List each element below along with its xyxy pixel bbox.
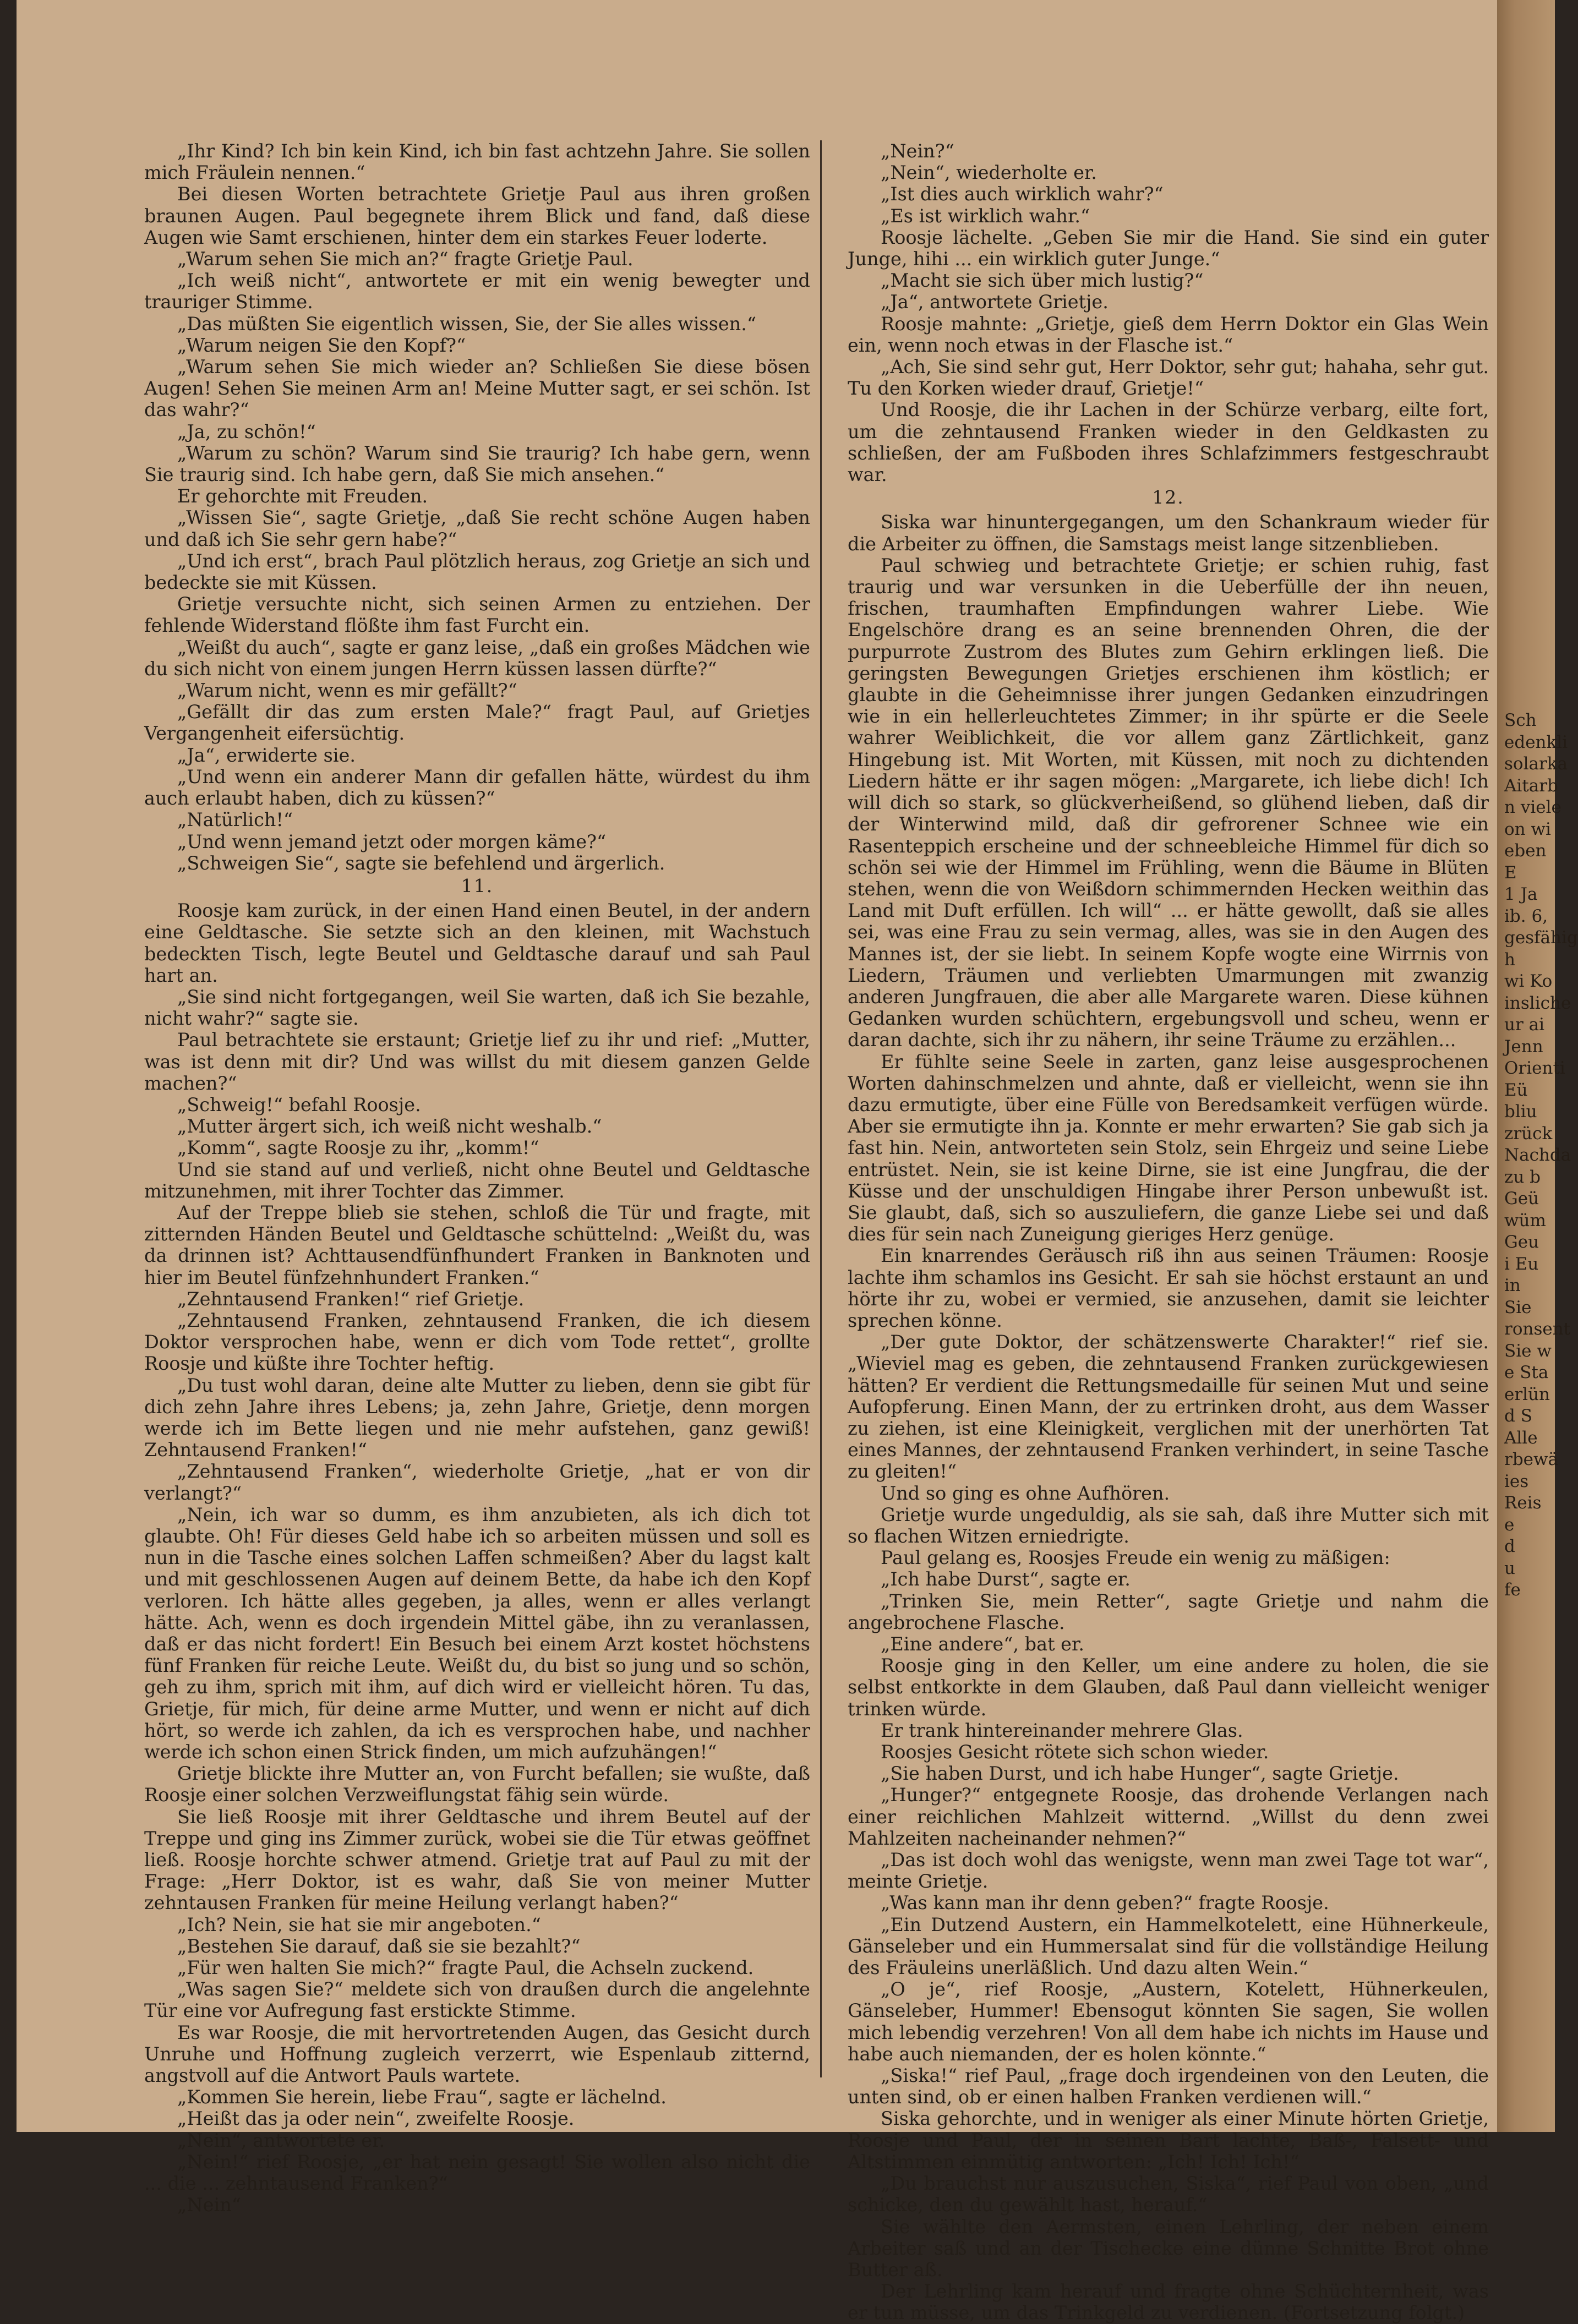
fragment-line: bliu — [1504, 1102, 1537, 1122]
paragraph: „Was kann man ihr denn geben?“ fragte Roosje. — [881, 1892, 1329, 1914]
paragraph: „Ja“, antwortete Grietje. — [881, 291, 1109, 313]
fragment-line: Nachda — [1504, 1145, 1571, 1165]
fragment-line: Eü — [1504, 1080, 1528, 1100]
paragraph: Roosje mahnte: „Grietje, gieß dem Herrn Doktor ein Glas Wein ein, wenn noch etwas in der Flasche ist.“ — [848, 313, 1489, 356]
adjacent-page-fragments — [1504, 710, 1578, 1601]
fragment-line: wüm — [1504, 1210, 1546, 1231]
paragraph: Er trank hintereinander mehrere Glas. — [881, 1719, 1243, 1741]
paragraph: „Kommen Sie herein, liebe Frau“, sagte er lächelnd. — [177, 2086, 667, 2108]
paragraph: „Du tust wohl daran, deine alte Mutter zu lieben, denn sie gibt für dich zehn Jahre ihres Lebens; ja, zehn Jahre, Grietje, denn morgen werde ich im Bette liegen und nie mehr aufstehen, ganz gewiß! Zehntausend Franken!“ — [144, 1374, 810, 1461]
paragraph: Auf der Treppe blieb sie stehen, schloß die Tür und fragte, mit zitternden Händen Beutel und Geldtasche schüttelnd: „Weißt du, was da drinnen ist? Achttausendfünfhundert Franken in Banknoten und hier im Beutel fünfzehnhundert Franken.“ — [144, 1201, 810, 1288]
section-number-11: 11. — [461, 874, 494, 896]
paragraph: „Schweigen Sie“, sagte sie befehlend und ärgerlich. — [177, 852, 665, 874]
paragraph: „Und wenn jemand jetzt oder morgen käme?“ — [177, 830, 607, 852]
fragment-line: d — [1504, 1536, 1515, 1556]
paragraph: „Und wenn ein anderer Mann dir gefallen hätte, würdest du ihm auch erlaubt haben, dich zu küssen?“ — [144, 765, 810, 810]
paragraph: „Ja“, erwiderte sie. — [177, 744, 356, 766]
paragraph: Und sie stand auf und verließ, nicht ohne Beutel und Geldtasche mitzunehmen, mit ihrer Tochter das Zimmer. — [144, 1158, 810, 1202]
paragraph: Grietje wurde ungeduldig, als sie sah, daß ihre Mutter sich mit so flachen Witzen erniedrigte. — [848, 1503, 1489, 1547]
paragraph: „O je“, rief Roosje, „Austern, Kotelett, Hühnerkeulen, Gänseleber, Hummer! Ebensogut könnten Sie sagen, Sie wollen mich lebendig verzehren! Von all dem habe ich nichts im Hause und habe auch niemanden, der es holen könnte.“ — [848, 1978, 1489, 2065]
fragment-line: Aitarb — [1504, 775, 1558, 796]
left-paragraphs-after — [144, 900, 810, 2216]
fragment-line: h — [1504, 949, 1515, 970]
fragment-line: erlün — [1504, 1384, 1550, 1404]
paragraph: „Ja, zu schön!“ — [177, 420, 316, 442]
paragraph: Er gehorchte mit Freuden. — [177, 485, 428, 507]
paragraph: „Nein?“ — [881, 140, 954, 162]
fragment-line: wi Ko — [1504, 971, 1553, 991]
fragment-line: ur ai — [1504, 1015, 1545, 1035]
paragraph: „Ist dies auch wirklich wahr?“ — [881, 183, 1164, 205]
section-number-12: 12. — [1152, 486, 1184, 508]
paragraph: „Sie haben Durst, und ich habe Hunger“, sagte Grietje. — [881, 1763, 1399, 1785]
fragment-line: e Sta — [1504, 1363, 1549, 1382]
paragraph: „Macht sie sich über mich lustig?“ — [881, 270, 1204, 292]
paragraph: „Eine andere“, bat er. — [881, 1633, 1084, 1655]
paragraph: „Du brauchst nur auszusuchen, Siska“, rief Paul von oben, „und schicke, den du gewählt hast, herauf.“ — [848, 2173, 1489, 2216]
paragraph: Grietje blickte ihre Mutter an, von Furcht befallen; sie wußte, daß Roosje einer solchen Verzweiflungstat fähig sein würde. — [144, 1763, 810, 1806]
paragraph: Grietje versuchte nicht, sich seinen Armen zu entziehen. Der fehlende Widerstand flößte ihm fast Furcht ein. — [144, 593, 810, 637]
paragraph: „Sie sind nicht fortgegangen, weil Sie warten, daß ich Sie bezahle, nicht wahr?“ sagte sie. — [144, 986, 810, 1030]
paragraph: „Trinken Sie, mein Retter“, sagte Grietje und nahm die angebrochene Flasche. — [848, 1590, 1489, 1633]
paragraph: „Warum neigen Sie den Kopf?“ — [177, 334, 466, 356]
paragraph: „Und ich erst“, brach Paul plötzlich heraus, zog Grietje an sich und bedeckte sie mit Küssen. — [144, 550, 810, 594]
paragraph: „Hunger?“ entgegnete Roosje, das drohende Verlangen nach einer reichlichen Mahlzeit witternd. „Willst du denn zwei Mahlzeiten nacheinander nehmen?“ — [848, 1784, 1489, 1849]
paragraph: „Warum zu schön? Warum sind Sie traurig? Ich habe gern, wenn Sie traurig sind. Ich habe gern, daß Sie mich ansehen.“ — [144, 442, 810, 486]
left-column — [144, 140, 810, 2216]
paragraph: „Ihr Kind? Ich bin kein Kind, ich bin fast achtzehn Jahre. Sie sollen mich Fräulein nennen.“ — [144, 140, 810, 184]
paragraph: „Zehntausend Franken!“ rief Grietje. — [177, 1288, 525, 1310]
fragment-line: gesfähig — [1504, 928, 1578, 948]
paragraph: „Nein“, antwortete er. — [177, 2129, 385, 2151]
paragraph: „Nein“, wiederholte er. — [881, 162, 1097, 184]
paragraph: Siska war hinuntergegangen, um den Schankraum wieder für die Arbeiter zu öffnen, die Samstags meist lange sitzenblieben. — [848, 511, 1489, 555]
fragment-line: rbewä — [1504, 1450, 1559, 1469]
fragment-line: Sie — [1504, 1297, 1532, 1317]
fragment-line: ib. 6, — [1504, 906, 1548, 926]
paragraph: „Das ist doch wohl das wenigste, wenn man zwei Tage tot war“, meinte Grietje. — [848, 1849, 1489, 1893]
fragment-line: edenkli — [1504, 732, 1568, 752]
column-divider — [820, 140, 822, 2077]
fragment-line: 1 Ja — [1504, 884, 1538, 904]
paragraph: „Ich? Nein, sie hat sie mir angeboten.“ — [177, 1913, 541, 1935]
paragraph: Roosjes Gesicht rötete sich schon wieder. — [881, 1741, 1269, 1763]
fragment-line: fe — [1504, 1580, 1521, 1600]
paragraph: „Schweig!“ befahl Roosje. — [177, 1093, 421, 1115]
fragment-line: Alle — [1504, 1428, 1538, 1448]
fragment-line: e — [1504, 1514, 1515, 1535]
fragment-line: E — [1504, 862, 1517, 883]
right-paragraphs-after — [848, 511, 1489, 2323]
paragraph: „Es ist wirklich wahr.“ — [881, 205, 1090, 227]
paragraph: Der Lehrling kam herauf und fragte ohne Schüchternheit, was er tun müsse, um das Trinkgeld zu verdienen. (Fortsetzung folgt.) — [848, 2281, 1489, 2324]
paragraph: Sie wählte den Aermsten, einen Lehrling, der neben einem Arbeiter saß und an der Tischecke eine dünne Schnitte Brot ohne Butter aß. — [848, 2216, 1489, 2281]
fragment-line: ronsent — [1504, 1319, 1571, 1339]
right-column — [848, 140, 1489, 2324]
paragraph: Ein knarrendes Geräusch riß ihn aus seinen Träumen: Roosje lachte ihm schamlos ins Gesicht. Er sah sie höchst erstaunt an und hörte ihr zu, wobei er vermied, sie anzusehen, damit sie leichter sprechen könne. — [848, 1245, 1489, 1331]
paragraph: „Der gute Doktor, der schätzenswerte Charakter!“ rief sie. „Wieviel mag es geben, die zehntausend Franken zurückgewiesen hätten? Er verdient die Rettungsmedaille für seinen Mut und seine Aufopferung. Einen Mann, der zu ertrinken droht, aus dem Wasser zu ziehen, ist eine Kleinigkeit, verglichen mit der unerhörten Tat eines Mannes, der zehntausend Franken verhindert, in seine Tasche zu gleiten!“ — [848, 1331, 1489, 1483]
fragment-line: zrück — [1504, 1123, 1553, 1144]
paragraph: „Heißt das ja oder nein“, zweifelte Roosje. — [177, 2108, 575, 2130]
fragment-line: zu b — [1504, 1167, 1541, 1187]
paragraph: „Siska!“ rief Paul, „frage doch irgendeinen von den Leuten, die unten sind, ob er einen halben Franken verdienen will.“ — [848, 2065, 1489, 2108]
paragraph: Paul gelang es, Roosjes Freude ein wenig zu mäßigen: — [881, 1547, 1390, 1569]
fragment-line: i Eu — [1504, 1254, 1539, 1274]
paragraph: Bei diesen Worten betrachtete Grietje Paul aus ihren großen braunen Augen. Paul begegnete ihrem Blick und fand, daß diese Augen wie Samt erschienen, hinter dem ein starkes Feuer loderte. — [144, 183, 810, 248]
fragment-line: Geü — [1504, 1189, 1539, 1209]
fragment-line: Sie w — [1504, 1341, 1552, 1361]
paragraph: „Ich weiß nicht“, antwortete er mit ein wenig bewegter und trauriger Stimme. — [144, 270, 810, 313]
paragraph: Er fühlte seine Seele in zarten, ganz leise ausgesprochenen Worten dahinschmelzen und ahnte, daß er vielleicht, wenn sie ihn dazu ermutigte, über eine Fülle von Beredsamkeit verfügen würde. Aber sie ermutigte ihn ja. Konnte er mehr erwarten? Sie gab sich ja fast hin. Nein, antworteten sein Stolz, sein Ehrgeiz und seine Liebe entrüstet. Nein, sie ist keine Dirne, sie ist eine Jungfrau, die der Küsse und der unschuldigen Hingabe ihrer Person unbewußt ist. Sie glaubt, daß, sich so auszuliefern, die ganze Liebe sei und daß dies für sein nach Zuneigung gieriges Herz genüge. — [848, 1051, 1489, 1245]
paragraph: „Warum nicht, wenn es mir gefällt?“ — [177, 680, 517, 702]
fragment-line: eben — [1504, 841, 1547, 861]
paragraph: „Ich habe Durst“, sagte er. — [881, 1568, 1131, 1590]
paragraph: „Mutter ärgert sich, ich weiß nicht weshalb.“ — [177, 1115, 602, 1138]
paragraph: „Ach, Sie sind sehr gut, Herr Doktor, sehr gut; hahaha, sehr gut. Tu den Korken wieder drauf, Grietje!“ — [848, 356, 1489, 400]
paragraph: Sie ließ Roosje mit ihrer Geldtasche und ihrem Beutel auf der Treppe und ging ins Zimmer zurück, wobei sie die Tür etwas geöffnet ließ. Roosje horchte schwer atmend. Grietje trat auf Paul zu mit der Frage: „Herr Doktor, ist es wahr, daß Sie von meiner Mutter zehntausen Franken für meine Heilung verlangt haben?“ — [144, 1806, 810, 1914]
fragment-line: on wi — [1504, 819, 1551, 839]
paragraph: „Zehntausend Franken, zehntausend Franken, die ich diesem Doktor versprochen habe, wenn er dich vom Tode rettet“, grollte Roosje und küßte ihre Tochter heftig. — [144, 1309, 810, 1375]
paragraph: Roosje kam zurück, in der einen Hand einen Beutel, in der andern eine Geldtasche. Sie setzte sich an den kleinen, mit Wachstuch bedeckten Tisch, legte Beutel und Geldtasche darauf und sah Paul hart an. — [144, 900, 810, 986]
right-paragraphs-before — [848, 140, 1489, 485]
fragment-line: Orienti — [1504, 1058, 1565, 1078]
paragraph: „Ein Dutzend Austern, ein Hammelkotelett, eine Hühnerkeule, Gänseleber und ein Hummersalat sind für die vollständige Heilung des Fräuleins unerläßlich. Und dazu alten Wein.“ — [848, 1913, 1489, 1979]
paragraph: „Zehntausend Franken“, wiederholte Grietje, „hat er von dir verlangt?“ — [144, 1461, 810, 1504]
paragraph: Und Roosje, die ihr Lachen in der Schürze verbarg, eilte fort, um die zehntausend Franken wieder in den Geldkasten zu schließen, der am Fußboden ihres Schlafzimmers festgeschraubt war. — [848, 399, 1489, 486]
paragraph: Paul schwieg und betrachtete Grietje; er schien ruhig, fast traurig und war versunken in die Ueberfülle der ihn neuen, frischen, traumhaften Empfindungen wahrer Liebe. Wie Engelschöre drang es an seine brennenden Ohren, die der purpurrote Zustrom des Blutes zum Gehirn erklingen ließ. Die geringsten Bewegungen Grietjes erschienen ihm köstlich; er glaubte in die Geheimnisse ihrer jungen Gedanken einzudringen wie in ein hellerleuchtetes Zimmer; in ihr spürte er die Seele wahrer Weiblichkeit, die vor allem ganz Zärtlichkeit, ganz Hingebung ist. Mit Worten, mit Küssen, mit noch zu dichtenden Liedern hätte er ihr sagen mögen: „Margarete, ich liebe dich! Ich will dich so stark, so glückverheißend, so glühend lieben, daß dir der Winterwind mild, daß dir gefrorener Schnee wie ein Rasenteppich erscheine und der schneebleiche Himmel für dich so schön sei wie der Himmel im Frühling, wenn die Bäume in Blüten stehen, wenn die von Weißdorn schimmernden Hecken weithin das Land mit Duft erfüllen. Ich will“ ... er hätte gewollt, daß sie alles sei, was eine Frau zu sein vermag, alles, was sie in den Augen des Mannes ist, der sie liebt. In seinem Kopfe wogte eine Wirrnis von Liedern, Träumen und verliebten Umarmungen mit zwanzig anderen Jungfrauen, die aber alle Margarete waren. Diese kühnen Gedanken wurden schüchtern, ergebungsvoll und scheu, wenn er daran dachte, sich ihr zu nähern, ihr seine Träume zu erzählen... — [848, 554, 1489, 1051]
paragraph: Siska gehorchte, und in weniger als einer Minute hörten Grietje, Roosje und Paul, der in seinen Bart lachte, Baß-, Falsett- und Altstimmen einmütig antworten: „Ich! Ich! Ich!“ — [848, 2108, 1489, 2173]
paragraph: „Warum sehen Sie mich an?“ fragte Grietje Paul. — [177, 248, 634, 270]
paragraph: „Komm“, sagte Roosje zu ihr, „komm!“ — [177, 1137, 539, 1159]
paragraph: „Nein, ich war so dumm, es ihm anzubieten, als ich dich tot glaubte. Oh! Für dieses Geld habe ich so arbeiten müssen und soll es nun in die Tasche eines solchen Laffen schmeißen? Aber du lagst kalt und mit geschlossenen Augen auf deinem Bette, da habe ich den Kopf verloren. Ich hätte alles gegeben, ja alles, wenn er alles verlangt hätte. Ach, wenn es doch irgendein Mittel gäbe, ihn zu veranlassen, daß er das nicht fordert! Ein Besuch bei einem Arzt kostet höchstens fünf Franken für reiche Leute. Weißt du, du bist so jung und so schön, geh zu ihm, sprich mit ihm, auf dich wird er vielleicht hören. Tu das, Grietje, für mich, für deine arme Mutter, und wenn er nicht auf dich hört, so werde ich zahlen, da ich es versprochen habe, und nachher werde ich schon einen Strick finden, um mich aufzuhängen!“ — [144, 1503, 810, 1763]
fragment-line: insliche — [1504, 993, 1571, 1013]
paragraph: Paul betrachtete sie erstaunt; Grietje lief zu ihr und rief: „Mutter, was ist denn mit dir? Und was willst du mit diesem ganzen Gelde machen?“ — [144, 1029, 810, 1094]
fragment-line: Reis — [1504, 1493, 1542, 1513]
paragraph: „Gefällt dir das zum ersten Male?“ fragt Paul, auf Grietjes Vergangenheit eifersüchtig. — [144, 701, 810, 745]
paragraph: „Nein!“ rief Roosje, „er hat nein gesagt! Sie wollen also nicht die ... die ... zehntausend Franken?“ — [144, 2151, 810, 2195]
paragraph: „Für wen halten Sie mich?“ fragte Paul, die Achseln zuckend. — [177, 1957, 754, 1979]
paragraph: „Warum sehen Sie mich wieder an? Schließen Sie diese bösen Augen! Sehen Sie meinen Arm an! Meine Mutter sagt, er sei schön. Ist das wahr?“ — [144, 356, 810, 421]
paragraph: Roosje lächelte. „Geben Sie mir die Hand. Sie sind ein guter Junge, hihi ... ein wirklich guter Junge.“ — [848, 226, 1489, 270]
paragraph: „Wissen Sie“, sagte Grietje, „daß Sie recht schöne Augen haben und daß ich Sie sehr gern habe?“ — [144, 507, 810, 550]
paragraph: Roosje ging in den Keller, um eine andere zu holen, die sie selbst entkorkte in dem Glauben, daß Paul dann vielleicht weniger trinken würde. — [848, 1655, 1489, 1720]
fragment-line: d S — [1504, 1406, 1532, 1426]
paragraph: Und so ging es ohne Aufhören. — [881, 1482, 1170, 1504]
paragraph: „Weißt du auch“, sagte er ganz leise, „daß ein großes Mädchen wie du sich nicht von einem jungen Herrn küssen lassen dürfte?“ — [144, 636, 810, 680]
paragraph: Es war Roosje, die mit hervortretenden Augen, das Gesicht durch Unruhe und Hoffnung zugleich verzerrt, wie Espenlaub zitternd, angstvoll auf die Antwort Pauls wartete. — [144, 2021, 810, 2087]
paragraph: „Was sagen Sie?“ meldete sich von draußen durch die angelehnte Tür eine vor Aufregung fast erstickte Stimme. — [144, 1978, 810, 2022]
fragment-line: Geu — [1504, 1232, 1539, 1252]
paragraph: „Bestehen Sie darauf, daß sie sie bezahlt?“ — [177, 1935, 581, 1957]
paragraph: „Natürlich!“ — [177, 809, 293, 831]
fragment-line: Jenn — [1504, 1036, 1543, 1057]
left-paragraphs-before — [144, 140, 810, 874]
fragment-line: ies — [1504, 1471, 1529, 1491]
fragment-line: solarka — [1504, 754, 1568, 774]
paragraph: „Das müßten Sie eigentlich wissen, Sie, der Sie alles wissen.“ — [177, 313, 756, 335]
fragment-line: n viele — [1504, 797, 1561, 817]
fragment-line: u — [1504, 1558, 1515, 1578]
paragraph: „Nein“ — [177, 2194, 241, 2216]
fragment-line: in — [1504, 1276, 1521, 1295]
fragment-line: Sch — [1504, 710, 1537, 730]
